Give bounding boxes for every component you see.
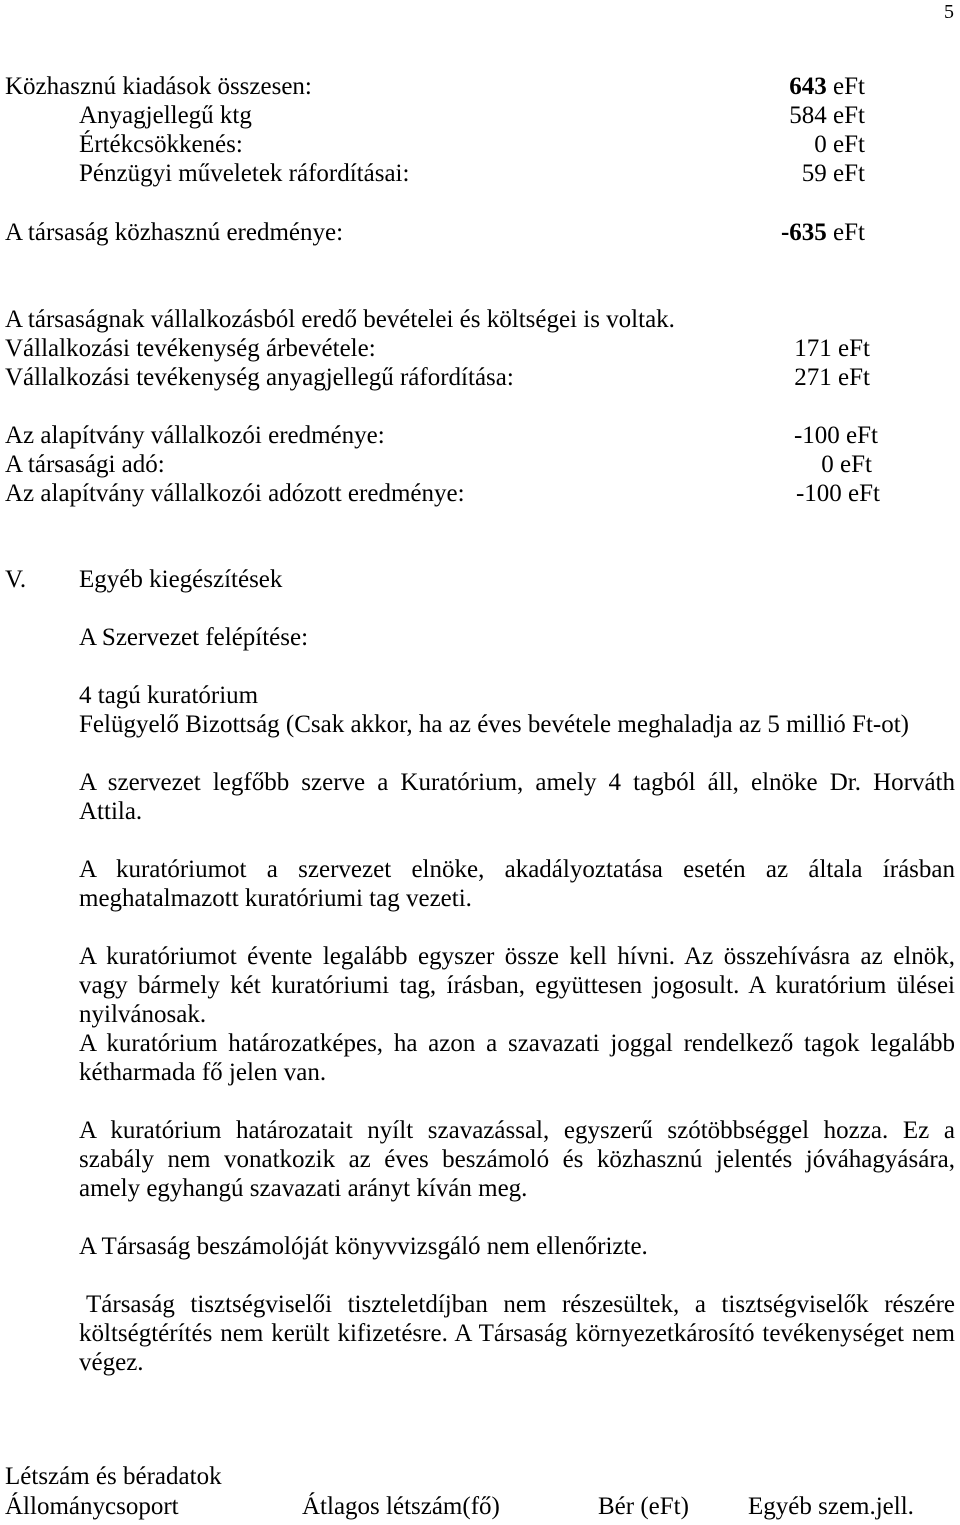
business-row	[0, 421, 960, 450]
business-row-amount: 0	[821, 451, 834, 478]
business-row-label: Az alapítvány vállalkozói adózott eredménye:	[5, 480, 465, 507]
business-intro-text: A társaságnak vállalkozásból eredő bevételei és költségei is voltak.	[5, 306, 675, 333]
expense-item-label: Anyagjellegű ktg	[79, 102, 252, 129]
business-row	[0, 334, 960, 363]
business-row-label: A társasági adó:	[5, 451, 165, 478]
paragraph-line: A szervezet legfőbb szerve a Kuratórium, amely 4 tagból áll, elnöke Dr. Horváth	[79, 769, 955, 796]
paragraph-line: A kuratóriumot a szervezet elnöke, akadályoztatása esetén az általa írásban	[79, 856, 955, 883]
business-row-value	[700, 363, 870, 392]
expense-item-unit: eFt	[833, 160, 865, 187]
business-row	[0, 363, 960, 392]
paragraph-line: A kuratórium határozatait nyílt szavazással, egyszerű szótöbbséggel hozza. Ez a	[79, 1117, 955, 1144]
column-header: Bér (eFt)	[598, 1493, 689, 1520]
business-row-amount: 271	[794, 364, 832, 391]
paragraph-line: vagy bármely két kuratóriumi tag, írásban, együttesen jogosult. A kuratórium ülései	[79, 972, 955, 999]
business-row-amount: 171	[794, 335, 832, 362]
expense-item-amount: 0	[814, 131, 827, 158]
business-row-amount: -100	[793, 422, 840, 449]
expense-item-amount: 59	[801, 160, 827, 187]
column-header: Átlagos létszám(fő)	[302, 1493, 500, 1520]
paragraph-line: költségtérítés nem került kifizetésre. A Társaság környezetkárosító tevékenységet nem	[79, 1320, 955, 1347]
public-benefit-result-unit: eFt	[833, 219, 865, 246]
staff-heading-row	[0, 1462, 960, 1491]
business-row-unit: eFt	[838, 335, 870, 362]
expense-total-unit: eFt	[833, 73, 865, 100]
expense-item-label: Értékcsökkenés:	[79, 131, 243, 158]
column-header: Egyéb szem.jell.	[748, 1493, 914, 1520]
business-row-value	[700, 450, 872, 479]
business-row-unit: eFt	[838, 364, 870, 391]
expense-item-unit: eFt	[833, 102, 865, 129]
expense-item-label: Pénzügyi műveletek ráfordításai:	[79, 160, 410, 187]
paragraph-line: szabály nem vonatkozik az éves beszámoló és közhasznú jelentés jóváhagyására,	[79, 1146, 955, 1173]
business-row-unit: eFt	[848, 480, 880, 507]
business-row-label: Az alapítvány vállalkozói eredménye:	[5, 422, 385, 449]
expense-item-row	[0, 130, 960, 159]
public-benefit-result-row	[0, 218, 960, 247]
paragraph-line: kétharmada fő jelen van.	[79, 1059, 327, 1086]
business-row-unit: eFt	[840, 451, 872, 478]
expense-item-value	[700, 130, 865, 159]
paragraph-line: A kuratórium határozatképes, ha azon a szavazati joggal rendelkező tagok legalább	[79, 1030, 955, 1057]
structure-item: 4 tagú kuratórium	[79, 682, 259, 709]
business-row-unit: eFt	[846, 422, 878, 449]
paragraph-line: meghatalmazott kuratóriumi tag vezeti.	[79, 885, 472, 912]
section-number: V.	[5, 566, 27, 593]
expense-item-row	[0, 159, 960, 188]
public-benefit-result-value	[700, 218, 865, 247]
expense-item-value	[700, 101, 865, 130]
paragraph-line: végez.	[79, 1349, 144, 1376]
public-benefit-result-label: A társaság közhasznú eredménye:	[5, 219, 344, 246]
staff-table-header	[0, 1492, 960, 1521]
business-row-value	[700, 479, 880, 508]
business-row-value	[700, 334, 870, 363]
expense-total-value	[700, 72, 865, 101]
business-row	[0, 479, 960, 508]
paragraph-line: A kuratóriumot évente legalább egyszer össze kell hívni. Az összehívásra az elnök,	[79, 943, 955, 970]
section-title: Egyéb kiegészítések	[79, 566, 283, 593]
business-intro	[0, 305, 960, 334]
paragraph-line: A Társaság beszámolóját könyvvizsgáló nem ellenőrizte.	[79, 1233, 648, 1260]
business-row-label: Vállalkozási tevékenység árbevétele:	[5, 335, 376, 362]
business-row	[0, 450, 960, 479]
business-row-label: Vállalkozási tevékenység anyagjellegű ráfordítása:	[5, 364, 514, 391]
page-number: 5	[944, 1, 954, 23]
paragraph-line: amely egyhangú szavazati arányt kíván meg.	[79, 1175, 528, 1202]
expense-total-amount: 643	[789, 73, 827, 100]
structure-heading: A Szervezet felépítése:	[79, 624, 309, 651]
paragraph-line: Attila.	[79, 798, 143, 825]
expense-item-value	[700, 159, 865, 188]
expense-item-row	[0, 101, 960, 130]
expense-total-row	[0, 72, 960, 101]
business-row-amount: -100	[795, 480, 842, 507]
paragraph-line: Társaság tisztségviselői tiszteletdíjban nem részesültek, a tisztségviselők részére	[86, 1291, 955, 1318]
section-heading	[0, 565, 960, 594]
structure-item: Felügyelő Bizottság (Csak akkor, ha az éves bevétele meghaladja az 5 millió Ft-ot)	[79, 711, 909, 738]
column-header: Állománycsoport	[5, 1493, 179, 1520]
expense-item-amount: 584	[789, 102, 827, 129]
paragraph-line: nyilvánosak.	[79, 1001, 207, 1028]
expense-item-unit: eFt	[833, 131, 865, 158]
staff-heading: Létszám és béradatok	[5, 1463, 222, 1490]
expense-total-label: Közhasznú kiadások összesen:	[5, 73, 312, 100]
public-benefit-result-amount: -635	[780, 219, 827, 246]
business-row-value	[700, 421, 878, 450]
